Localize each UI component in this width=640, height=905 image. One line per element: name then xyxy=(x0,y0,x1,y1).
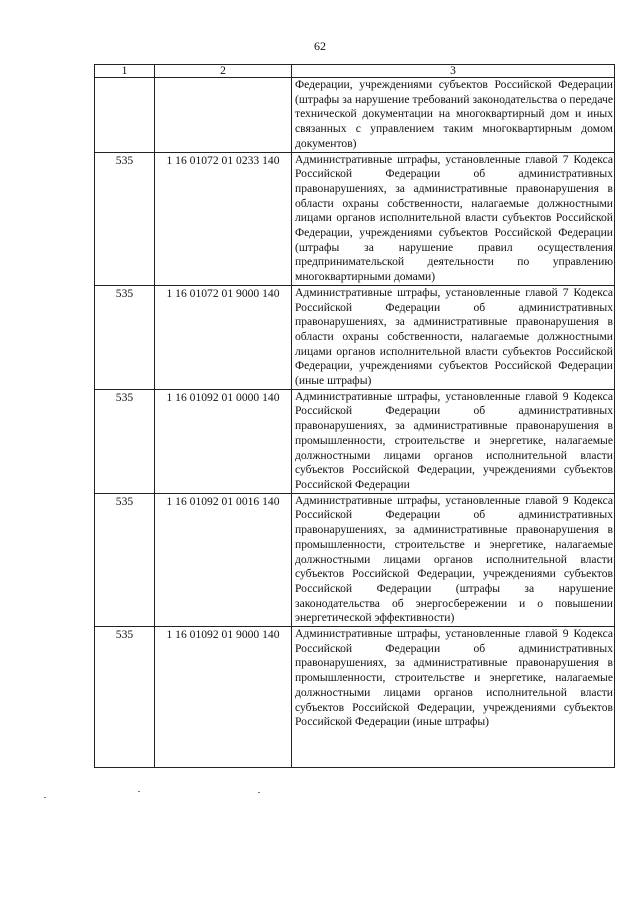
description-text: Федерации, учреждениями субъектов Российской Федерации (штрафы за нарушение требований законодательства о передаче технической документации на многоквартирный дом и иных связанных с управлением таким многоквартирным домом документов) xyxy=(295,78,613,150)
description-text: Административные штрафы, установленные главой 9 Кодекса Российской Федерации об административных правонарушениях, за административные правонарушения в промышленности, строительстве и энергетике, налагаемые должностными лицами органов исполнительной власти субъектов Российской Федерации, учреждениями субъектов Российской Федерации xyxy=(295,389,613,491)
table-row xyxy=(95,78,615,153)
description-cell xyxy=(292,78,615,153)
budget-code-cell: 1 16 01072 01 9000 140 xyxy=(155,285,292,389)
header-cell-3: 3 xyxy=(292,65,615,78)
budget-classification-table xyxy=(94,64,615,768)
budget-code-cell: 1 16 01092 01 0000 140 xyxy=(155,389,292,493)
table-header-row xyxy=(95,65,615,78)
scan-speck xyxy=(44,797,46,798)
description-cell xyxy=(292,152,615,285)
admin-code-cell: 535 xyxy=(95,152,155,285)
admin-code-cell xyxy=(95,78,155,153)
description-text: Административные штрафы, установленные главой 9 Кодекса Российской Федерации об административных правонарушениях, за административные правонарушения в промышленности, строительстве и энергетике, налагаемые должностными лицами органов исполнительной власти субъектов Российской Федерации, учреждениями субъектов Российской Федерации (штрафы за нарушение законодательства об энергосбережении и о повышении энергетической эффективности) xyxy=(295,493,613,625)
budget-code-cell: 1 16 01092 01 0016 140 xyxy=(155,493,292,626)
table-row xyxy=(95,285,615,389)
header-cell-2: 2 xyxy=(155,65,292,78)
table-row xyxy=(95,152,615,285)
description-cell xyxy=(292,493,615,626)
page-number: 62 xyxy=(314,39,326,53)
description-text: Административные штрафы, установленные главой 7 Кодекса Российской Федерации об административных правонарушениях, за административные правонарушения в области охраны собственности, налагаемые должностными лицами органов исполнительной власти субъектов Российской Федерации, учреждениями субъектов Российской Федерации (иные штрафы) xyxy=(295,285,613,388)
budget-code-cell: 1 16 01092 01 9000 140 xyxy=(155,627,292,768)
description-cell xyxy=(292,389,615,493)
description-cell xyxy=(292,627,615,768)
description-cell xyxy=(292,285,615,389)
description-text: Административные штрафы, установленные главой 9 Кодекса Российской Федерации об административных правонарушениях, за административные правонарушения в промышленности, строительстве и энергетике, налагаемые должностными лицами органов исполнительной власти субъектов Российской Федерации, учреждениями субъектов Российской Федерации (иные штрафы) xyxy=(295,627,613,729)
scan-speck xyxy=(258,792,260,793)
admin-code-cell: 535 xyxy=(95,389,155,493)
scan-speck xyxy=(138,791,140,792)
admin-code-cell: 535 xyxy=(95,285,155,389)
table-row xyxy=(95,389,615,493)
table-row xyxy=(95,627,615,768)
description-text: Административные штрафы, установленные главой 7 Кодекса Российской Федерации об административных правонарушениях, за административные правонарушения в области охраны собственности, налагаемые должностными лицами органов исполнительной власти субъектов Российской Федерации, учреждениями субъектов Российской Федерации (штрафы за нарушение правил осуществления предпринимательской деятельности по управлению многоквартирными домами) xyxy=(295,152,613,284)
admin-code-cell: 535 xyxy=(95,493,155,626)
admin-code-cell: 535 xyxy=(95,627,155,768)
table-row xyxy=(95,493,615,626)
header-cell-1: 1 xyxy=(95,65,155,78)
budget-code-cell: 1 16 01072 01 0233 140 xyxy=(155,152,292,285)
budget-code-cell xyxy=(155,78,292,153)
